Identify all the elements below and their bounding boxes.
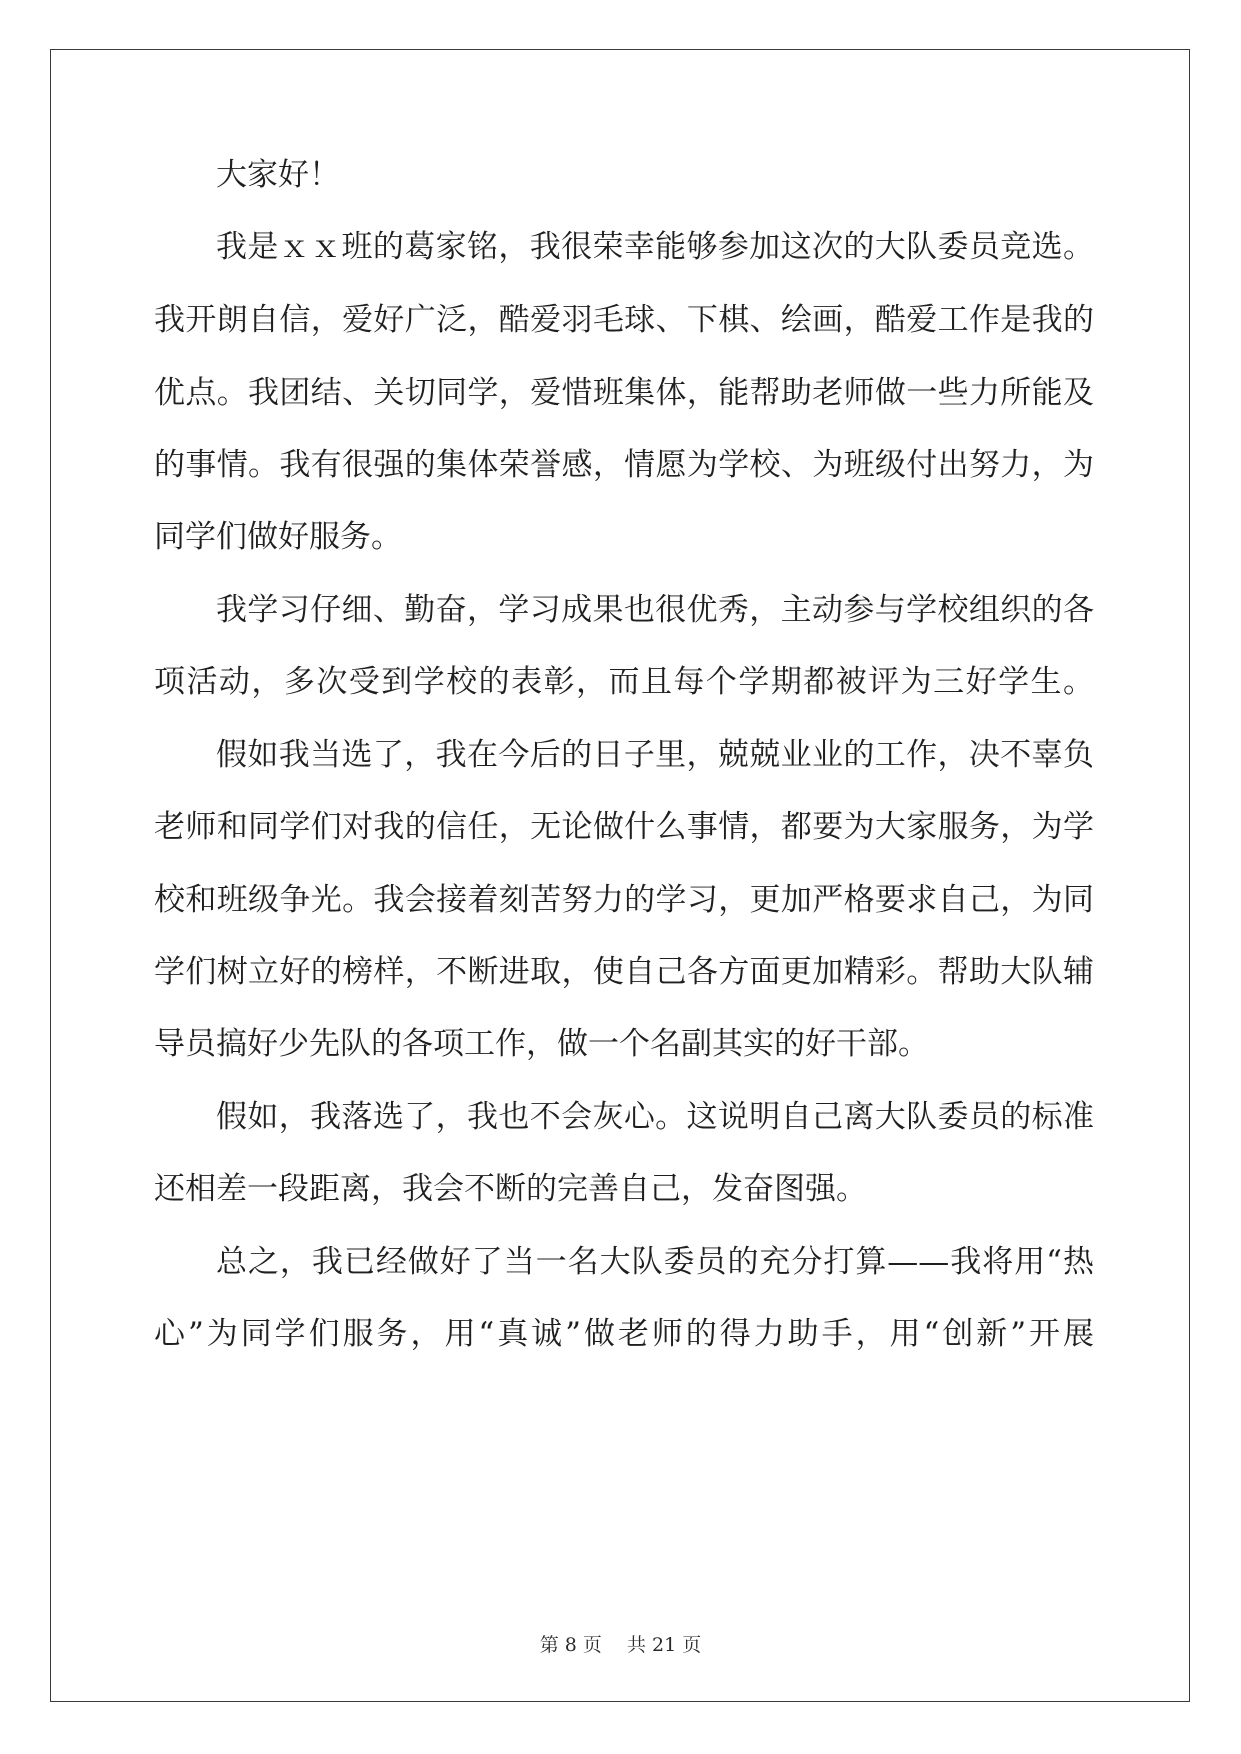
greeting-line: 大家好！ — [216, 157, 340, 193]
paragraph-line: 同学们做好服务。 — [154, 519, 402, 555]
paragraph-line: 学们树立好的榜样，不断进取，使自己各方面更加精彩。帮助大队辅 — [154, 954, 1094, 990]
paragraph-line: 还相差一段距离，我会不断的完善自己，发奋图强。 — [154, 1171, 867, 1207]
paragraph-line: 优点。我团结、关切同学，爱惜班集体，能帮助老师做一些力所能及 — [154, 375, 1094, 411]
paragraph-line: 总之，我已经做好了当一名大队委员的充分打算——我将用“热 — [216, 1244, 1094, 1280]
page-number-footer: 第 8 页 共 21 页 — [539, 1634, 702, 1656]
paragraph-line: 校和班级争光。我会接着刻苦努力的学习，更加严格要求自己，为同 — [154, 882, 1094, 918]
paragraph-line: 心”为同学们服务，用“真诚”做老师的得力助手，用“创新”开展 — [154, 1316, 1094, 1352]
page-border — [50, 49, 1190, 1702]
paragraph-line: 老师和同学们对我的信任，无论做什么事情，都要为大家服务，为学 — [154, 809, 1094, 845]
paragraph-line: 我开朗自信，爱好广泛，酷爱羽毛球、下棋、绘画，酷爱工作是我的 — [154, 302, 1094, 338]
paragraph-line: 我是ｘｘ班的葛家铭，我很荣幸能够参加这次的大队委员竞选。 — [216, 229, 1094, 265]
paragraph-line: 项活动，多次受到学校的表彰，而且每个学期都被评为三好学生。 — [154, 664, 1094, 700]
paragraph-line: 假如，我落选了，我也不会灰心。这说明自己离大队委员的标准 — [216, 1099, 1094, 1135]
paragraph-line: 导员搞好少先队的各项工作，做一个名副其实的好干部。 — [154, 1026, 929, 1062]
paragraph-line: 假如我当选了，我在今后的日子里，兢兢业业的工作，决不辜负 — [216, 737, 1094, 773]
paragraph-line: 我学习仔细、勤奋，学习成果也很优秀，主动参与学校组织的各 — [216, 592, 1094, 628]
paragraph-line: 的事情。我有很强的集体荣誉感，情愿为学校、为班级付出努力，为 — [154, 447, 1094, 483]
